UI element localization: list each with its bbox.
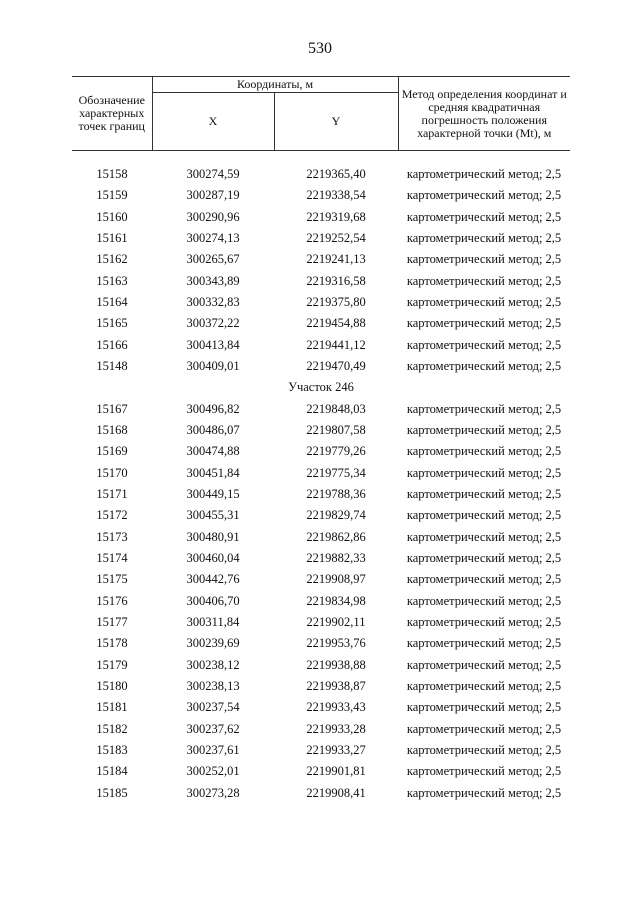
coord-x: 300332,83	[186, 295, 240, 310]
method-cell: картометрический метод; 2,5	[406, 700, 562, 715]
header-x: X	[152, 93, 274, 151]
coord-x: 300486,07	[186, 423, 240, 438]
coord-y: 2219933,43	[306, 700, 366, 715]
point-id: 15178	[96, 636, 128, 651]
point-id: 15148	[96, 359, 128, 374]
row-group-a	[72, 164, 570, 377]
table-row	[72, 463, 570, 484]
coord-x: 300287,19	[186, 188, 240, 203]
point-id: 15169	[96, 444, 128, 459]
coord-y: 2219319,68	[306, 209, 366, 224]
method-cell: картометрический метод; 2,5	[406, 444, 562, 459]
coord-y: 2219938,87	[306, 679, 366, 694]
coord-y: 2219848,03	[306, 401, 366, 416]
table-row	[72, 676, 570, 697]
point-id: 15158	[96, 167, 128, 182]
coord-x: 300273,28	[186, 785, 240, 800]
coord-x: 300237,54	[186, 700, 240, 715]
table-row	[72, 527, 570, 548]
section-title: Участок 246	[288, 380, 354, 395]
coord-y: 2219829,74	[306, 508, 366, 523]
point-id: 15175	[96, 572, 128, 587]
method-cell: картометрический метод; 2,5	[406, 209, 562, 224]
point-id: 15181	[96, 700, 128, 715]
coord-x: 300442,76	[186, 572, 240, 587]
coord-y: 2219779,26	[306, 444, 366, 459]
point-id: 15161	[96, 231, 128, 246]
table-row	[72, 548, 570, 569]
point-id: 15182	[96, 721, 128, 736]
table-row	[72, 697, 570, 718]
point-id: 15162	[96, 252, 128, 267]
point-id: 15179	[96, 657, 128, 672]
coord-x: 300455,31	[186, 508, 240, 523]
table-row	[72, 612, 570, 633]
method-cell: картометрический метод; 2,5	[406, 636, 562, 651]
table-row	[72, 271, 570, 292]
table-row	[72, 484, 570, 505]
point-id: 15173	[96, 529, 128, 544]
header-y: Y	[274, 93, 398, 151]
table-row	[72, 292, 570, 313]
coord-x: 300237,62	[186, 721, 240, 736]
table-body	[72, 164, 570, 804]
coord-y: 2219470,49	[306, 359, 366, 374]
table-row	[72, 164, 570, 185]
table-row	[72, 228, 570, 249]
point-id: 15164	[96, 295, 128, 310]
table-row	[72, 356, 570, 377]
coord-y: 2219241,13	[306, 252, 366, 267]
coord-x: 300406,70	[186, 593, 240, 608]
point-id: 15160	[96, 209, 128, 224]
point-id: 15159	[96, 188, 128, 203]
coord-y: 2219375,80	[306, 295, 366, 310]
method-cell: картометрический метод; 2,5	[406, 508, 562, 523]
coord-y: 2219933,27	[306, 743, 366, 758]
method-cell: картометрический метод; 2,5	[406, 252, 562, 267]
method-cell: картометрический метод; 2,5	[406, 337, 562, 352]
coord-y: 2219834,98	[306, 593, 366, 608]
point-id: 15167	[96, 401, 128, 416]
table-row	[72, 185, 570, 206]
point-id: 15177	[96, 615, 128, 630]
method-cell: картометрический метод; 2,5	[406, 657, 562, 672]
table-row	[72, 207, 570, 228]
method-cell: картометрический метод; 2,5	[406, 764, 562, 779]
method-cell: картометрический метод; 2,5	[406, 721, 562, 736]
method-cell: картометрический метод; 2,5	[406, 785, 562, 800]
method-cell: картометрический метод; 2,5	[406, 572, 562, 587]
header-point-designation: Обозначение характерных точек границ	[72, 77, 152, 151]
point-id: 15174	[96, 551, 128, 566]
coord-y: 2219454,88	[306, 316, 366, 331]
method-cell: картометрический метод; 2,5	[406, 593, 562, 608]
coord-x: 300265,67	[186, 252, 240, 267]
coord-y: 2219908,41	[306, 785, 366, 800]
point-id: 15170	[96, 465, 128, 480]
coord-y: 2219775,34	[306, 465, 366, 480]
coord-x: 300290,96	[186, 209, 240, 224]
point-id: 15165	[96, 316, 128, 331]
table-row	[72, 633, 570, 654]
coord-y: 2219902,11	[306, 615, 366, 630]
point-id: 15184	[96, 764, 128, 779]
method-cell: картометрический метод; 2,5	[406, 359, 562, 374]
coord-y: 2219365,40	[306, 167, 366, 182]
row-group-b	[72, 399, 570, 804]
coord-x: 300409,01	[186, 359, 240, 374]
point-id: 15168	[96, 423, 128, 438]
coord-x: 300451,84	[186, 465, 240, 480]
page-number: 530	[308, 40, 332, 57]
table-row	[72, 335, 570, 356]
coord-y: 2219788,36	[306, 487, 366, 502]
point-id: 15163	[96, 273, 128, 288]
point-id: 15180	[96, 679, 128, 694]
coord-y: 2219933,28	[306, 721, 366, 736]
coord-y: 2219338,54	[306, 188, 366, 203]
table-row	[72, 591, 570, 612]
coord-x: 300274,13	[186, 231, 240, 246]
coord-y: 2219807,58	[306, 423, 366, 438]
method-cell: картометрический метод; 2,5	[406, 167, 562, 182]
method-cell: картометрический метод; 2,5	[406, 615, 562, 630]
coord-x: 300343,89	[186, 273, 240, 288]
method-cell: картометрический метод; 2,5	[406, 743, 562, 758]
coord-x: 300252,01	[186, 764, 240, 779]
coord-x: 300474,88	[186, 444, 240, 459]
coord-y: 2219862,86	[306, 529, 366, 544]
coord-y: 2219953,76	[306, 636, 366, 651]
method-cell: картометрический метод; 2,5	[406, 465, 562, 480]
point-id: 15172	[96, 508, 128, 523]
method-cell: картометрический метод; 2,5	[406, 423, 562, 438]
coord-x: 300311,84	[186, 615, 240, 630]
table-row	[72, 313, 570, 334]
method-cell: картометрический метод; 2,5	[406, 401, 562, 416]
method-cell: картометрический метод; 2,5	[406, 295, 562, 310]
coord-y: 2219441,12	[306, 337, 366, 352]
point-id: 15166	[96, 337, 128, 352]
header-method: Метод определения координат и средняя квадратичная погрешность положения характерной точки (Mt), м	[398, 77, 570, 151]
point-id: 15183	[96, 743, 128, 758]
method-cell: картометрический метод; 2,5	[406, 679, 562, 694]
table-header	[72, 76, 570, 151]
coord-y: 2219938,88	[306, 657, 366, 672]
coord-x: 300372,22	[186, 316, 240, 331]
header-coordinates: Координаты, м	[152, 77, 398, 93]
method-cell: картометрический метод; 2,5	[406, 316, 562, 331]
coord-y: 2219316,58	[306, 273, 366, 288]
table-row	[72, 505, 570, 526]
coord-x: 300480,91	[186, 529, 240, 544]
point-id: 15185	[96, 785, 128, 800]
table-row	[72, 441, 570, 462]
coord-x: 300274,59	[186, 167, 240, 182]
method-cell: картометрический метод; 2,5	[406, 273, 562, 288]
coord-x: 300449,15	[186, 487, 240, 502]
table-row	[72, 740, 570, 761]
table-row	[72, 761, 570, 782]
coord-x: 300413,84	[186, 337, 240, 352]
table-row	[72, 249, 570, 270]
coord-y: 2219252,54	[306, 231, 366, 246]
point-id: 15171	[96, 487, 128, 502]
method-cell: картометрический метод; 2,5	[406, 529, 562, 544]
coord-x: 300460,04	[186, 551, 240, 566]
coord-x: 300238,12	[186, 657, 240, 672]
method-cell: картометрический метод; 2,5	[406, 188, 562, 203]
method-cell: картометрический метод; 2,5	[406, 487, 562, 502]
coord-x: 300237,61	[186, 743, 240, 758]
table-row	[72, 655, 570, 676]
table-row	[72, 399, 570, 420]
coord-y: 2219882,33	[306, 551, 366, 566]
table-row	[72, 783, 570, 804]
method-cell: картометрический метод; 2,5	[406, 231, 562, 246]
coord-y: 2219901,81	[306, 764, 366, 779]
table-row	[72, 569, 570, 590]
table-row	[72, 420, 570, 441]
coord-x: 300496,82	[186, 401, 240, 416]
method-cell: картометрический метод; 2,5	[406, 551, 562, 566]
point-id: 15176	[96, 593, 128, 608]
coord-x: 300239,69	[186, 636, 240, 651]
coord-x: 300238,13	[186, 679, 240, 694]
coord-y: 2219908,97	[306, 572, 366, 587]
table-row	[72, 719, 570, 740]
